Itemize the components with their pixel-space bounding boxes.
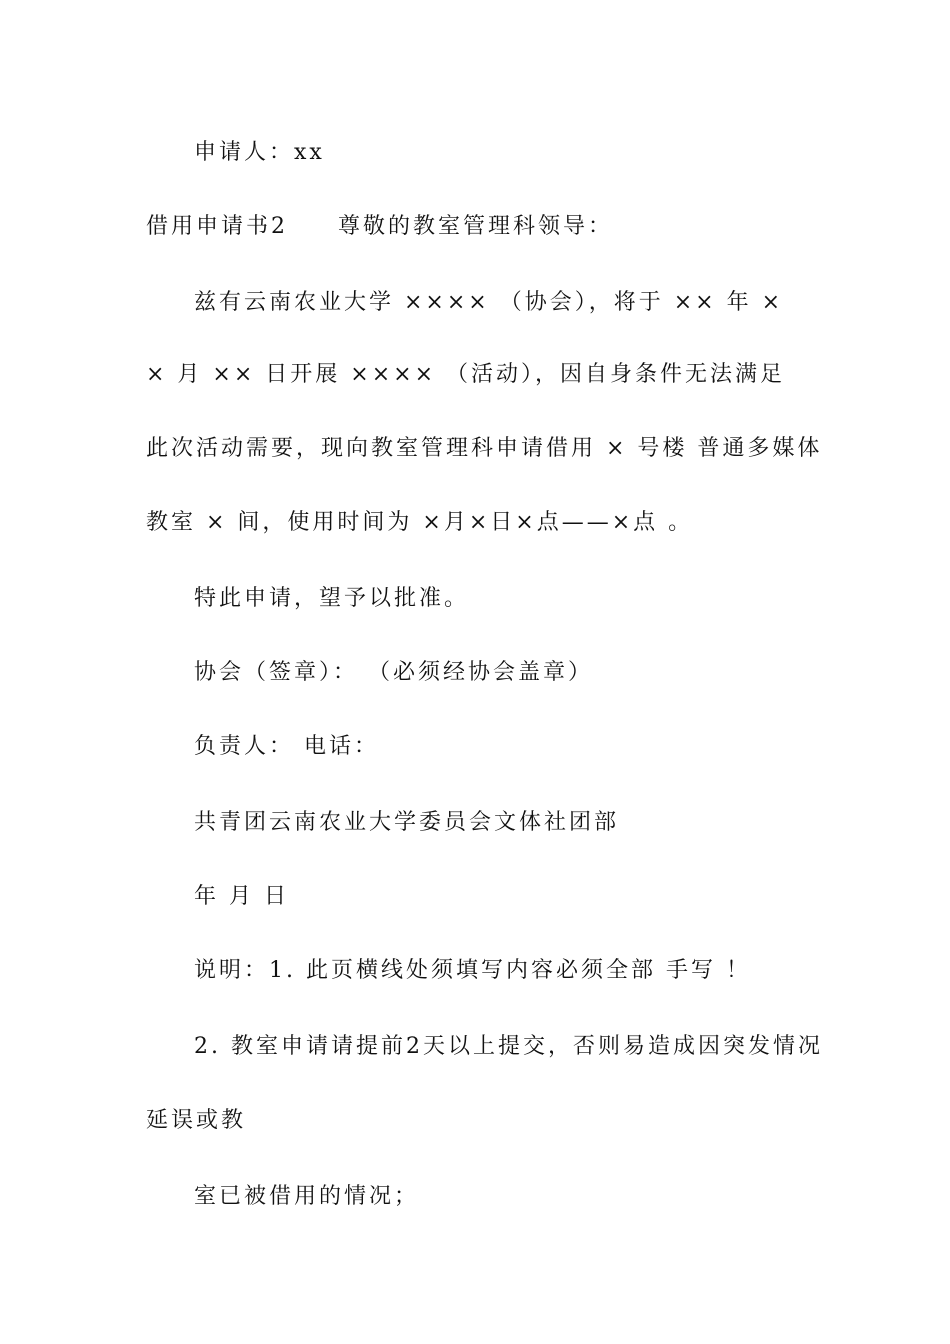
note-line-1: 说明：1. 此页横线处须填写内容必须全部 手写 ！ (194, 958, 751, 983)
date-line: 年 月 日 (194, 884, 289, 909)
note-line-3: 延误或教 (146, 1108, 247, 1133)
body-paragraph-line-4: 教室 × 间，使用时间为 ×月×日×点——×点 。 (146, 510, 694, 535)
applicant-line: 申请人：xx (194, 140, 325, 165)
association-seal-line: 协会（签章）： （必须经协会盖章） (194, 660, 593, 685)
body-paragraph-line-1: 兹有云南农业大学 ×××× （协会），将于 ×× 年 × (194, 290, 784, 315)
body-paragraph-line-2: × 月 ×× 日开展 ×××× （活动），因自身条件无法满足 (146, 362, 786, 387)
heading-salutation-line: 借用申请书2 尊敬的教室管理科领导： (146, 214, 613, 239)
body-paragraph-line-3: 此次活动需要，现向教室管理科申请借用 × 号楼 普通多媒体 (146, 436, 823, 461)
organization-line: 共青团云南农业大学委员会文体社团部 (194, 810, 620, 835)
note-line-4: 室已被借用的情况； (194, 1184, 420, 1209)
contact-person-line: 负责人： 电话： (194, 734, 379, 759)
note-line-2: 2. 教室申请请提前2天以上提交，否则易造成因突发情况 (194, 1034, 823, 1059)
request-closing-line: 特此申请，望予以批准。 (194, 586, 470, 611)
